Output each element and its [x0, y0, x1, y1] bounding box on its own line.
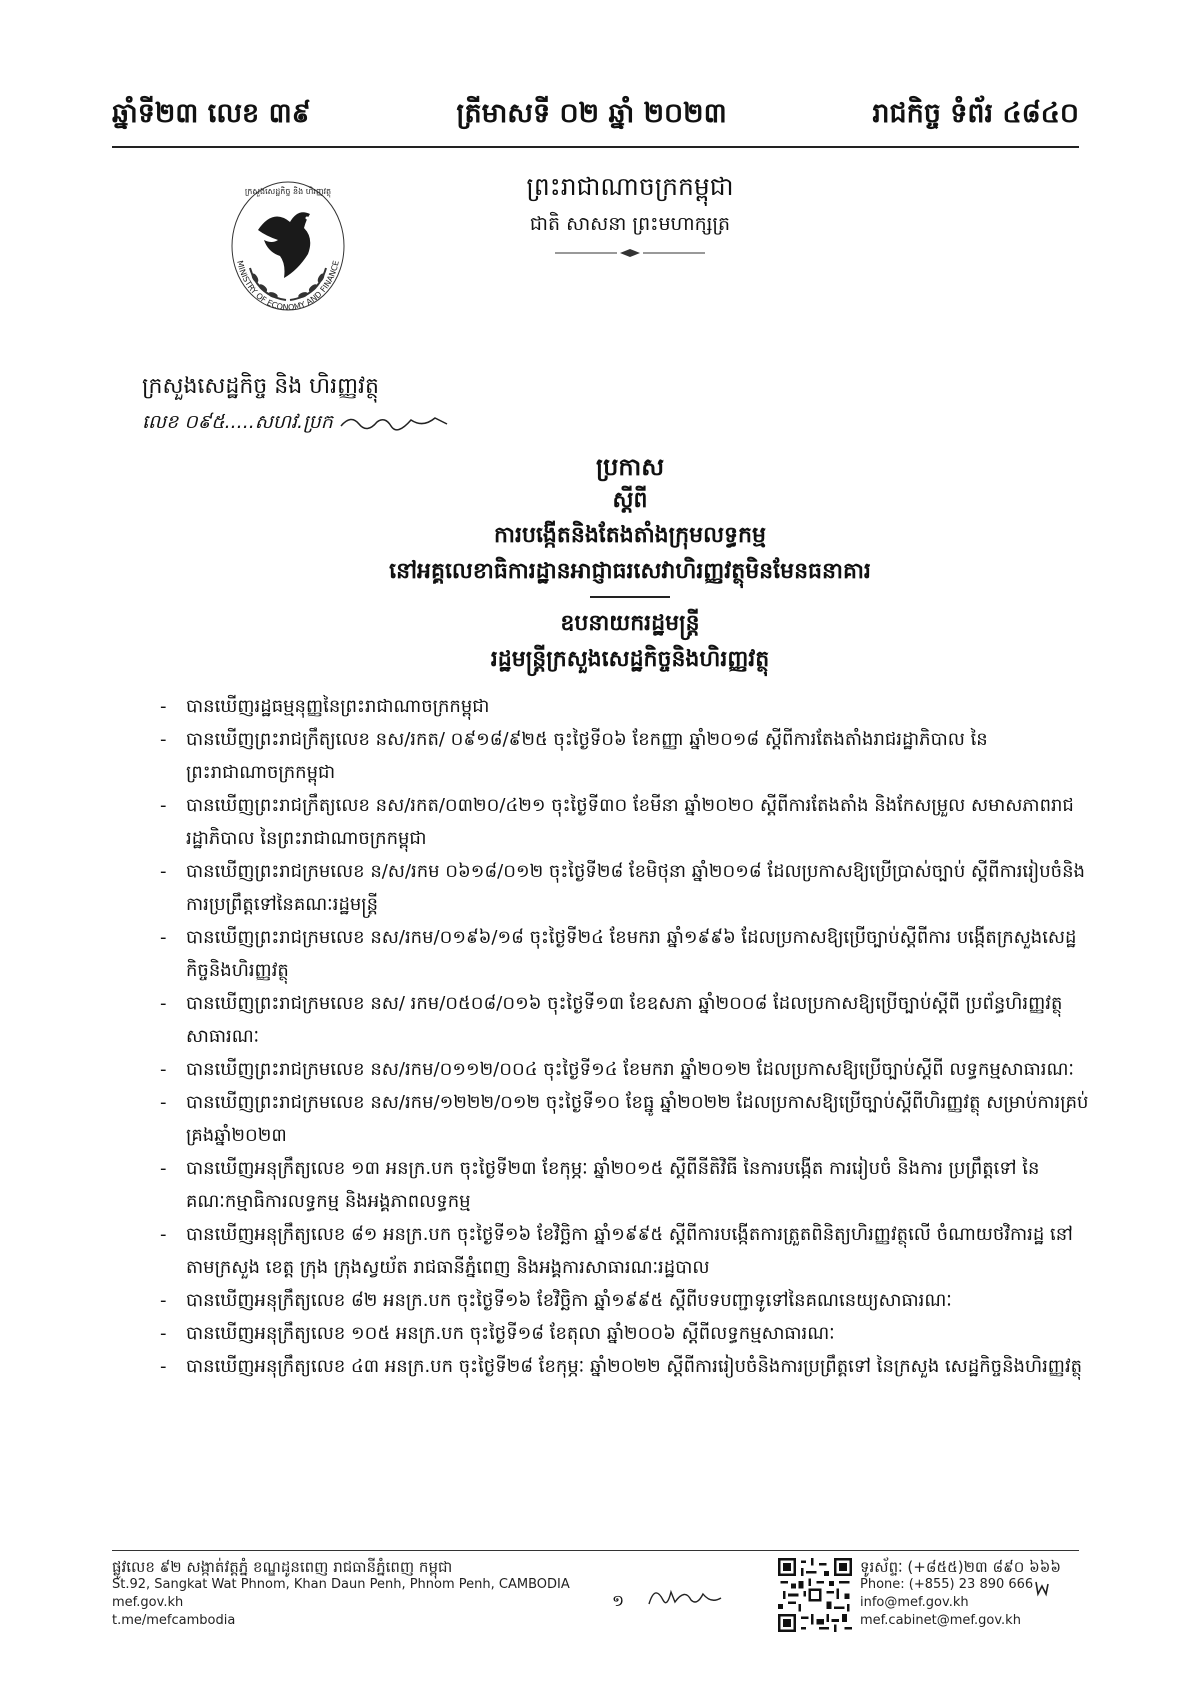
phone-en: Phone: (+855) 23 890 666 — [860, 1577, 1034, 1592]
visa-item: - បានឃើញព្រះរាជក្រឹត្យលេខ នស/រកត/០៣២០/៤២១ ចុះថ្ងៃទី៣០ ខែមីនា ឆ្នាំ២០២០ ស្តីពីការតែងតាំង និងកែសម្រួល សមាសភាពរាជរដ្ឋាភិបាល នៃព្រះរាជាណាចក្រកម្ពុជា — [160, 795, 1074, 849]
visa-item: - បានឃើញព្រះរាជក្រមលេខ នស/រកម/០១៩៦/១៨ ចុះថ្ងៃទី២៤ ខែមករា ឆ្នាំ១៩៩៦ ដែលប្រកាសឱ្យប្រើច្បាប់ស្តីពីការ បង្កើតក្រសួងសេដ្ឋកិច្ចនិងហិរញ្ញវត្ថុ — [160, 927, 1077, 981]
kingdom-motto: ជាតិ សាសនា ព្រះមហាក្សត្រ — [529, 213, 731, 235]
email-info-link[interactable]: info@mef.gov.kh — [860, 1595, 969, 1610]
header-rule — [112, 146, 1079, 148]
decree-titles — [300, 450, 960, 678]
kingdom-name: ព្រះរាជាណាចក្រកម្ពុជា — [526, 172, 734, 201]
decree-type: ប្រកាស — [595, 453, 665, 481]
qr-code-icon — [778, 1558, 852, 1632]
phone-km: ទូរស័ព្ទៈ (+៨៥៥)២៣ ៨៩០ ៦៦៦ — [860, 1558, 1061, 1576]
page-number: ១ — [612, 1591, 625, 1610]
signer-title-1: ឧបនាយករដ្ឋមន្ត្រី — [560, 611, 700, 636]
website-link[interactable]: mef.gov.kh — [112, 1595, 184, 1610]
seal-label-en: MINISTRY OF ECONOMY AND FINANCE — [235, 259, 341, 313]
telegram-link[interactable]: t.me/mefcambodia — [112, 1613, 236, 1628]
footer-contact — [860, 1558, 1061, 1630]
footer-rule — [112, 1550, 1079, 1551]
visa-item: - បានឃើញអនុក្រឹត្យលេខ ៨១ អនក្រ.បក ចុះថ្ងៃទី១៦ ខែវិច្ឆិកា ឆ្នាំ១៩៩៥ ស្តីពីការបង្កើតការត្រួតពិនិត្យហិរញ្ញវត្ថុលើ ចំណាយថវិការដ្ឋ នៅតាមក្រសួង ខេត្ត ក្រុង ក្រុងស្វយ័ត រាជធានីភ្នំពេញ និងអង្គការសាធារណៈរដ្ឋបាល — [160, 1224, 1073, 1278]
reference-number-text: លេខ ០៩៥.....សហវ.ប្រក — [142, 411, 333, 433]
visa-item: - បានឃើញព្រះរាជក្រមលេខ នស/រកម/០១១២/០០៤ ចុះថ្ងៃទី១៤ ខែមករា ឆ្នាំ២០១២ ដែលប្រកាសឱ្យប្រើច្បាប់ស្តីពី លទ្ធកម្មសាធារណៈ — [160, 1059, 1074, 1080]
visa-item: - បានឃើញអនុក្រឹត្យលេខ ១០៥ អនក្រ.បក ចុះថ្ងៃទី១៨ ខែតុលា ឆ្នាំ២០០៦ ស្តីពីលទ្ធកម្មសាធារណៈ — [160, 1323, 835, 1344]
running-header — [112, 92, 1079, 136]
visa-item: - បានឃើញព្រះរាជក្រមលេខ នស/ រកម/០៥០៨/០១៦ ចុះថ្ងៃទី១៣ ខែឧសភា ឆ្នាំ២០០៨ ដែលប្រកាសឱ្យប្រើច្បាប់ស្តីពី ប្រព័ន្ធហិរញ្ញវត្ថុសាធារណៈ — [160, 993, 1063, 1047]
header-issue: ឆ្នាំទី២៣ លេខ ៣៩ — [112, 98, 311, 129]
title-rule — [590, 596, 670, 598]
initials-signature-icon — [645, 1578, 725, 1612]
footer-address — [112, 1558, 570, 1630]
reference-number — [142, 410, 449, 438]
visa-item: - បានឃើញអនុក្រឹត្យលេខ ៨២ អនក្រ.បក ចុះថ្ងៃទី១៦ ខែវិច្ឆិកា ឆ្នាំ១៩៩៥ ស្តីពីបទបញ្ជាទូទៅនៃគណនេយ្យសាធារណៈ — [160, 1290, 952, 1311]
visa-item: - បានឃើញព្រះរាជក្រមលេខ ន/ស/រកម ០៦១៨/០១២ ចុះថ្ងៃទី២៨ ខែមិថុនា ឆ្នាំ២០១៨ ដែលប្រកាសឱ្យប្រើប្រាស់ច្បាប់ ស្តីពីការរៀបចំនិងការប្រព្រឹត្តទៅនៃគណៈរដ្ឋមន្ត្រី — [160, 861, 1085, 915]
seal-label-km: ក្រសួងសេដ្ឋកិច្ច និង ហិរញ្ញវត្ថុ — [244, 187, 332, 196]
visa-item: - បានឃើញរដ្ឋធម្មនុញ្ញនៃព្រះរាជាណាចក្រកម្ពុជា — [160, 696, 490, 717]
ministry-name: ក្រសួងសេដ្ឋកិច្ច និង ហិរញ្ញវត្ថុ — [142, 374, 379, 399]
visa-item: - បានឃើញព្រះរាជក្រមលេខ នស/រកម/១២២២/០១២ ចុះថ្ងៃទី១០ ខែធ្នូ ឆ្នាំ២០២២ ដែលប្រកាសឱ្យប្រើច្បាប់ស្តីពីហិរញ្ញវត្ថុ សម្រាប់ការគ្រប់គ្រងឆ្នាំ២០២៣ — [160, 1092, 1089, 1146]
signer-title-2: រដ្ឋមន្ត្រីក្រសួងសេដ្ឋកិច្ចនិងហិរញ្ញវត្ថុ — [490, 647, 770, 672]
reference-signature-icon — [339, 412, 449, 434]
email-cabinet-link[interactable]: mef.cabinet@mef.gov.kh — [860, 1613, 1021, 1628]
header-gazette-page: រាជកិច្ច ទំព័រ ៤៨៤០ — [872, 98, 1079, 129]
address-en: St.92, Sangkat Wat Phnom, Khan Daun Penh, Phnom Penh, CAMBODIA — [112, 1577, 570, 1592]
visa-item: - បានឃើញព្រះរាជក្រឹត្យលេខ នស/រកត/ ០៩១៨/៩២៥ ចុះថ្ងៃទី០៦ ខែកញ្ញា ឆ្នាំ២០១៨ ស្តីពីការតែងតាំងរាជរដ្ឋាភិបាល នៃព្រះរាជាណាចក្រកម្ពុជា — [160, 729, 988, 783]
handwritten-mark-icon — [1034, 1580, 1050, 1598]
ornament-divider-icon — [555, 248, 705, 258]
visa-item: - បានឃើញអនុក្រឹត្យលេខ ៤៣ អនក្រ.បក ចុះថ្ងៃទី២៨ ខែកុម្ភៈ ឆ្នាំ២០២២ ស្តីពីការរៀបចំនិងការប្រព្រឹត្តទៅ នៃក្រសួង សេដ្ឋកិច្ចនិងហិរញ្ញវត្ថុ — [160, 1356, 1083, 1377]
address-km: ផ្លូវលេខ ៩២ សង្កាត់វត្តភ្នំ ខណ្ឌដូនពេញ រាជធានីភ្នំពេញ កម្ពុជា — [112, 1558, 453, 1576]
ministry-seal-icon — [228, 178, 348, 348]
decree-subject-line-1: ការបង្កើតនិងតែងតាំងក្រុមលទ្ធកម្ម — [494, 523, 766, 548]
header-quarter: ត្រីមាសទី ០២ ឆ្នាំ ២០២៣ — [456, 98, 727, 129]
decree-about: ស្ដីពី — [612, 488, 648, 513]
decree-subject-line-2: នៅអគ្គលេខាធិការដ្ឋានអាជ្ញាធរសេវាហិរញ្ញវត្ថុមិនមែនធនាគារ — [389, 559, 871, 584]
visa-list — [160, 690, 1090, 1383]
visa-item: - បានឃើញអនុក្រឹត្យលេខ ១៣ អនក្រ.បក ចុះថ្ងៃទី២៣ ខែកុម្ភៈ ឆ្នាំ២០១៥ ស្តីពីនីតិវិធី នៃការបង្កើត ការរៀបចំ និងការ ប្រព្រឹត្តទៅ នៃគណៈកម្មាធិការលទ្ធកម្ម និងអង្គភាពលទ្ធកម្ម — [160, 1158, 1040, 1212]
